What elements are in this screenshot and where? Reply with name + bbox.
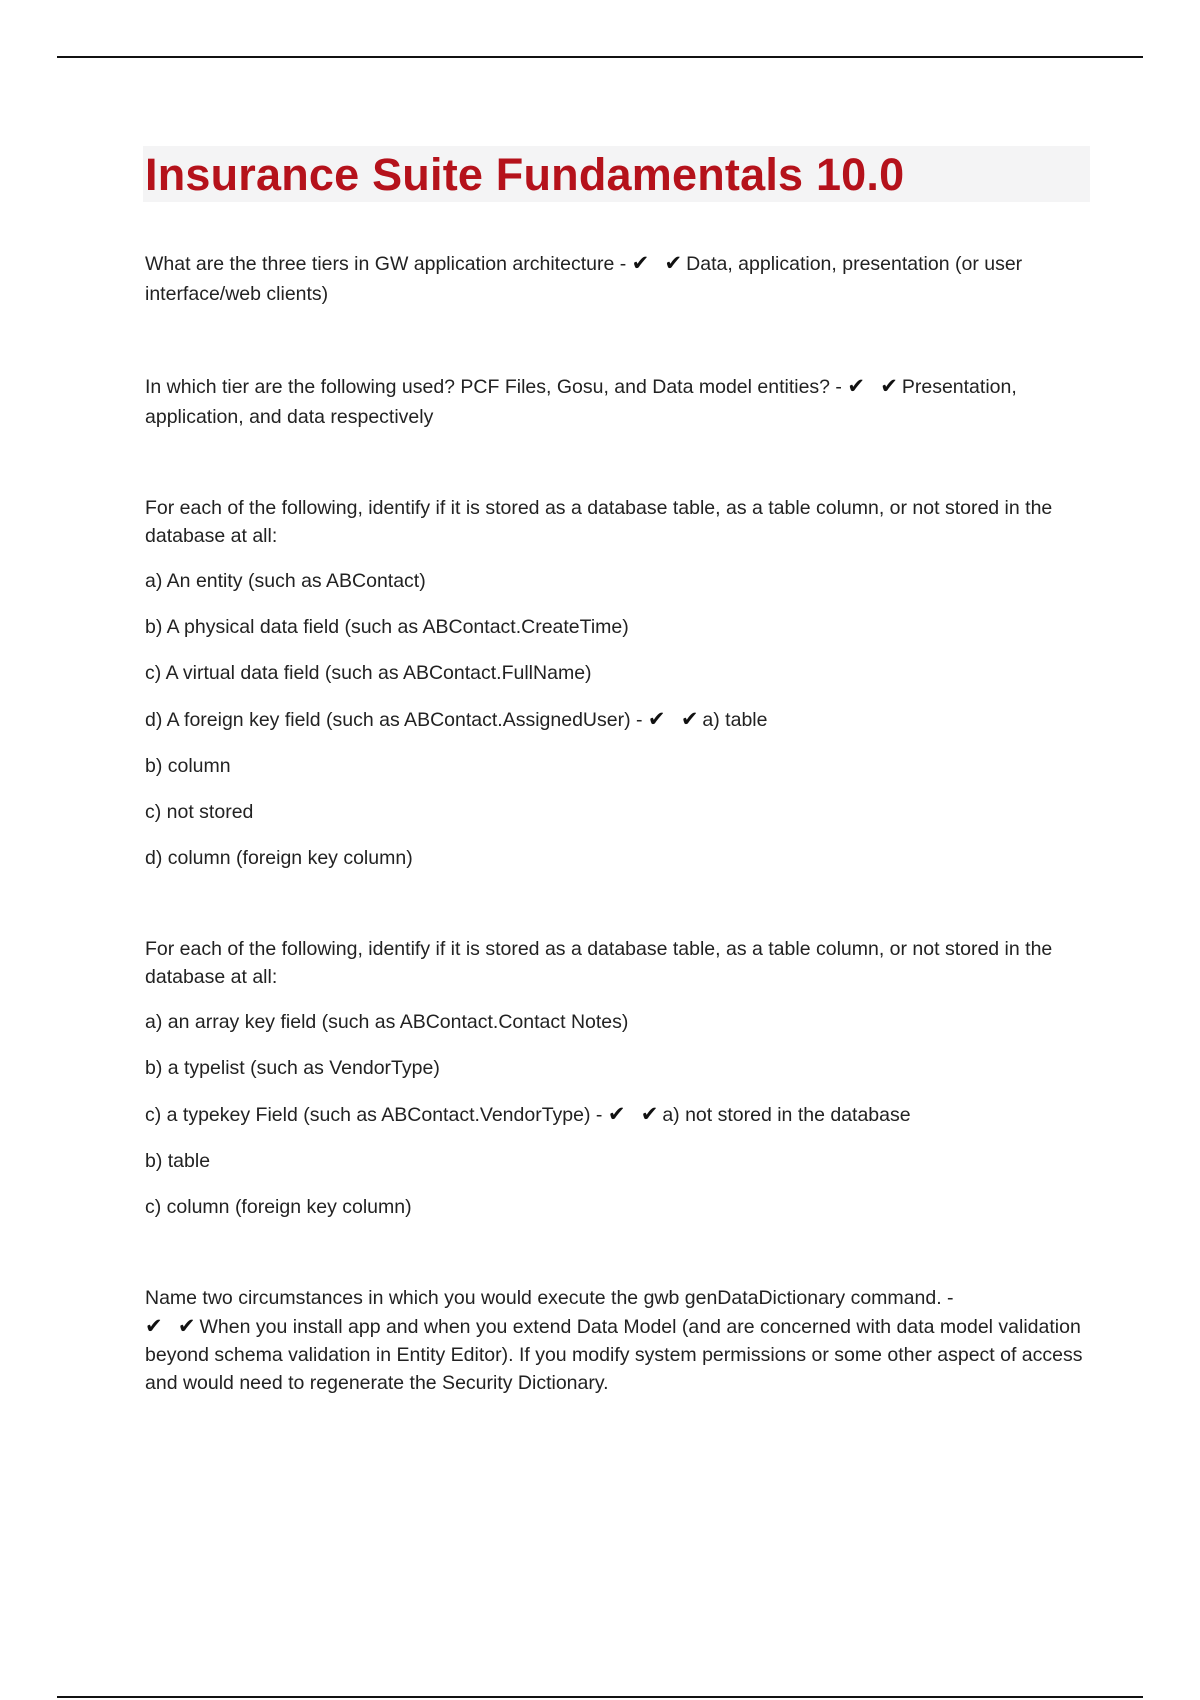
qa3-answer-d: d) column (foreign key column): [145, 847, 413, 869]
title-band: [143, 146, 1090, 202]
qa-item-3: [145, 494, 1090, 873]
qa4-answer-c: c) column (foreign key column): [145, 1196, 412, 1218]
qa3-item-b: b) A physical data field (such as ABContact.CreateTime): [145, 616, 629, 638]
double-check-icon: ✔ ✔: [145, 1314, 200, 1338]
qa4-answer-b: b) table: [145, 1150, 211, 1172]
qa4-item-b: b) a typelist (such as VendorType): [145, 1057, 440, 1079]
qa-item-1: [145, 248, 1090, 309]
double-check-icon: ✔ ✔: [607, 1102, 663, 1126]
qa3-answer-b: b) column: [145, 755, 231, 777]
qa2-answer: Presentation, application, and data respectively: [145, 376, 1017, 428]
qa3-item-c: c) A virtual data field (such as ABContact.FullName): [145, 662, 592, 684]
qa5-answer: When you install app and when you extend Data Model (and are concerned with data model validation beyond schema validation in Entity Editor). If you modify system permissions or some other aspect of access and would need to regenerate the Security Dictionary.: [145, 1316, 1083, 1394]
qa4-item-c-line: [145, 1099, 1090, 1130]
qa1-answer: Data, application, presentation (or user interface/web clients): [145, 253, 1023, 305]
qa3-intro: For each of the following, identify if it is stored as a database table, as a table column, or not stored in the database at all:: [145, 497, 1053, 547]
qa5-question: Name two circumstances in which you would execute the gwb genDataDictionary command. -: [145, 1287, 954, 1309]
bottom-rule: [57, 1696, 1143, 1698]
qa3-item-d: d) A foreign key field (such as ABContact.AssignedUser) -: [145, 709, 648, 731]
qa4-answer-a: a) not stored in the database: [662, 1104, 911, 1126]
double-check-icon: ✔ ✔: [847, 374, 902, 398]
top-rule: [57, 56, 1143, 58]
qa-item-4: [145, 935, 1090, 1222]
double-check-icon: ✔ ✔: [631, 251, 687, 275]
qa4-intro: For each of the following, identify if it is stored as a database table, as a table column, or not stored in the database at all:: [145, 938, 1053, 988]
qa2-question: In which tier are the following used? PCF Files, Gosu, and Data model entities? -: [145, 376, 848, 398]
qa1-question: What are the three tiers in GW application architecture -: [145, 253, 632, 275]
qa3-item-d-line: [145, 704, 1090, 735]
qa3-item-a: a) An entity (such as ABContact): [145, 570, 426, 592]
qa4-item-c: c) a typekey Field (such as ABContact.VendorType) -: [145, 1104, 608, 1126]
qa-item-2: [145, 371, 1090, 432]
document-body: [145, 146, 1090, 1397]
qa3-answer-c: c) not stored: [145, 801, 254, 823]
qa-item-5: [145, 1284, 1090, 1397]
qa4-item-a: a) an array key field (such as ABContact.Contact Notes): [145, 1011, 629, 1033]
double-check-icon: ✔ ✔: [647, 707, 703, 731]
qa3-answer-a: a) table: [702, 709, 768, 731]
document-title: Insurance Suite Fundamentals 10.0: [145, 148, 905, 200]
